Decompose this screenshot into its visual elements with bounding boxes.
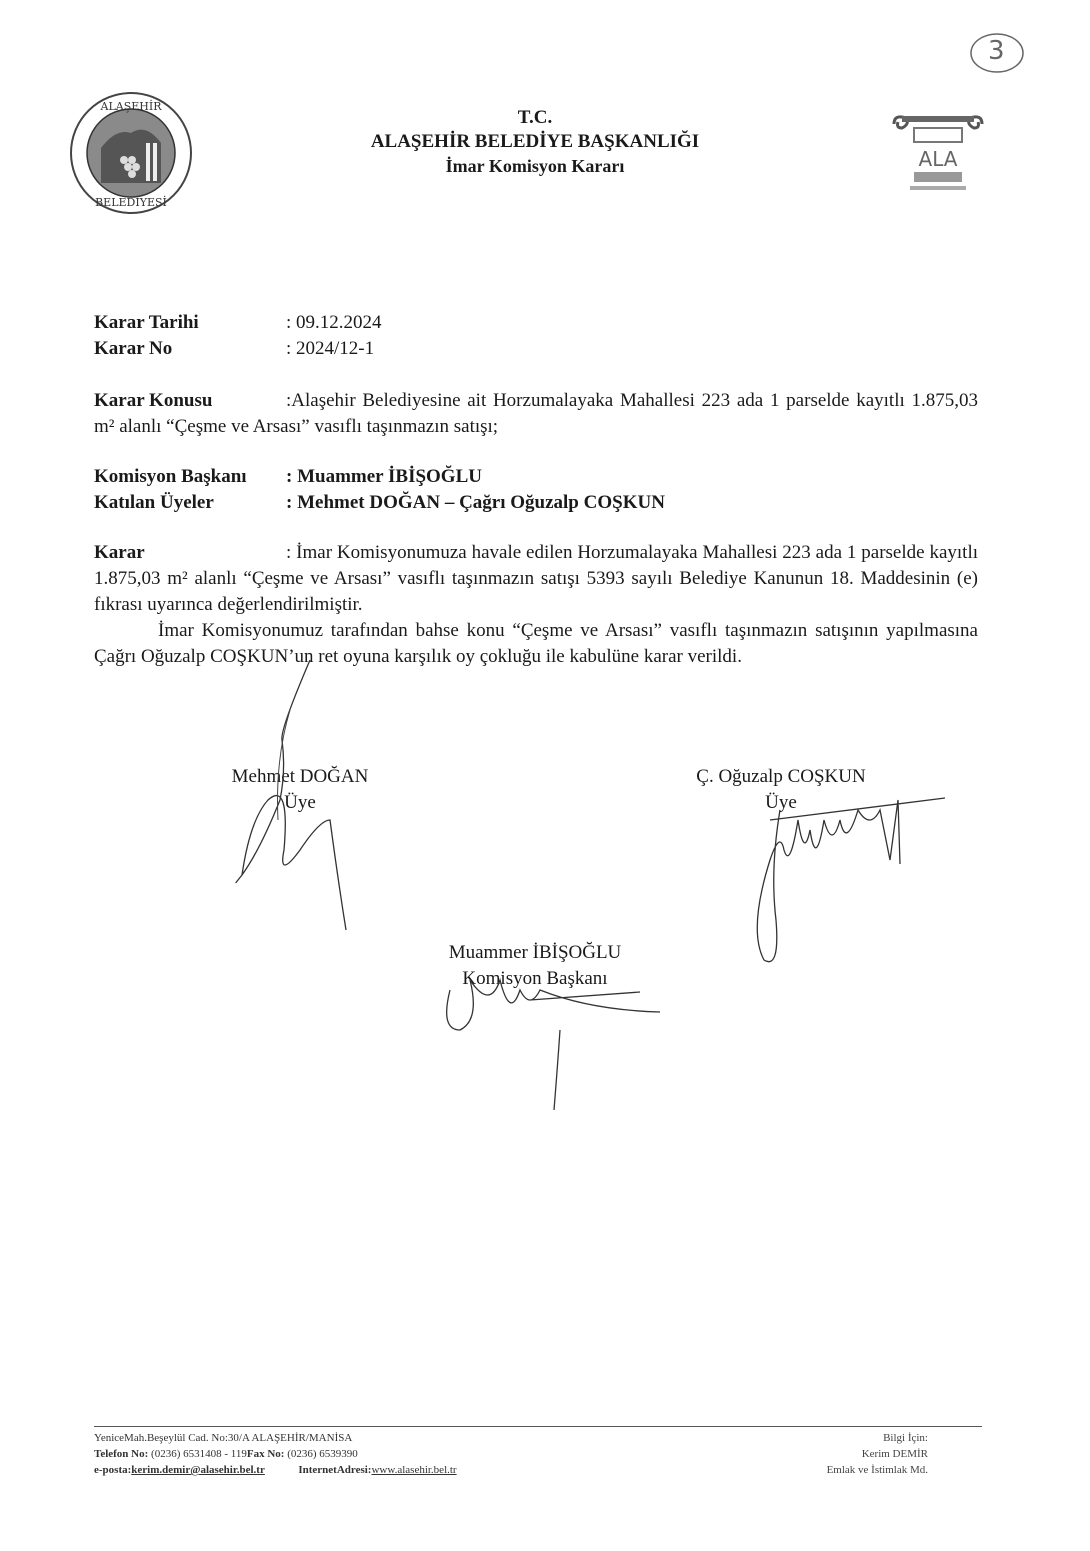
signature-right-name: Ç. Oğuzalp COŞKUN bbox=[696, 766, 866, 787]
decision-subject bbox=[94, 388, 978, 440]
commission-chair-value: : Muammer İBİŞOĞLU bbox=[286, 466, 482, 487]
attending-members-label: Katılan Üyeler bbox=[94, 492, 214, 513]
attending-members-row bbox=[94, 490, 794, 516]
svg-text:BELEDİYESİ: BELEDİYESİ bbox=[95, 196, 167, 209]
decision-date-row bbox=[94, 310, 594, 336]
decision-subject-text: :Alaşehir Belediyesine ait Horzumalayaka Mahallesi 223 ada 1 parselde kayıtlı 1.875,03 m² alanlı “Çeşme ve Arsası” vasıflı taşınmazın satışı; bbox=[94, 390, 978, 437]
header-tc: T.C. bbox=[517, 107, 553, 128]
handwritten-signature-left bbox=[220, 650, 360, 940]
header-institution: ALAŞEHİR BELEDİYE BAŞKANLIĞI bbox=[370, 131, 700, 152]
footer-fax-value: (0236) 6539390 bbox=[284, 1448, 358, 1460]
footer-address: YeniceMah.Beşeylül Cad. No:30/A ALAŞEHİR/MANİSA bbox=[94, 1432, 353, 1444]
signature-left-name: Mehmet DOĞAN bbox=[231, 766, 369, 787]
attending-members-value: : Mehmet DOĞAN – Çağrı Oğuzalp COŞKUN bbox=[286, 492, 665, 513]
footer-info bbox=[760, 1430, 928, 1478]
decision-text-1: : İmar Komisyonumuza havale edilen Horzumalayaka Mahallesi 223 ada 1 parselde kayıtlı 1.875,03 m² alanlı “Çeşme ve Arsası” vasıflı taşınmazın satışı 5393 sayılı Belediye Kanunun 18. Maddesinin (e) fıkrası uyarınca değerlendirilmiştir. bbox=[94, 542, 978, 615]
decision-number-label: Karar No bbox=[94, 338, 173, 359]
footer-contact bbox=[94, 1430, 694, 1478]
commission-chair-row bbox=[94, 464, 794, 490]
footer-phone-label: Telefon No: bbox=[94, 1448, 149, 1460]
footer-email-link[interactable]: kerim.demir@alasehir.bel.tr bbox=[131, 1464, 265, 1476]
signature-left-role: Üye bbox=[284, 792, 316, 813]
svg-text:ALA: ALA bbox=[918, 147, 958, 171]
decision-subject-label: Karar Konusu bbox=[94, 390, 213, 411]
decision-date-value: : 09.12.2024 bbox=[286, 312, 382, 333]
municipality-seal-logo bbox=[66, 88, 196, 218]
footer-web-label: InternetAdresi: bbox=[298, 1464, 372, 1476]
signature-right-role: Üye bbox=[765, 792, 797, 813]
decision-number-value: : 2024/12-1 bbox=[286, 338, 375, 359]
document-header bbox=[300, 106, 770, 178]
page-number-text: 3 bbox=[988, 36, 1005, 66]
footer-info-dept: Emlak ve İstimlak Md. bbox=[826, 1464, 928, 1476]
decision-paragraph bbox=[94, 540, 978, 618]
signature-center-role: Komisyon Başkanı bbox=[462, 968, 608, 989]
commission-chair-label: Komisyon Başkanı bbox=[94, 466, 247, 487]
footer-phone-value: (0236) 6531408 - 119 bbox=[148, 1448, 247, 1460]
footer-info-name: Kerim DEMİR bbox=[861, 1448, 928, 1460]
header-document-type: İmar Komisyon Kararı bbox=[445, 156, 625, 176]
footer-phone-fax bbox=[94, 1446, 694, 1462]
decision-date-label: Karar Tarihi bbox=[94, 312, 199, 333]
footer-email-web bbox=[94, 1462, 694, 1478]
footer-divider bbox=[94, 1426, 982, 1427]
footer-email-label: e-posta: bbox=[94, 1464, 132, 1476]
handwritten-signature-center bbox=[430, 940, 680, 1120]
signature-center-name: Muammer İBİŞOĞLU bbox=[448, 942, 622, 963]
decision-text-2: İmar Komisyonumuz tarafından bahse konu “Çeşme ve Arsası” vasıflı taşınmazın satışının yapılmasına Çağrı Oğuzalp COŞKUN’un ret oyuna karşılık oy çokluğu ile kabulüne karar verildi. bbox=[94, 620, 978, 667]
svg-text:ALAŞEHİR: ALAŞEHİR bbox=[100, 100, 162, 113]
decision-number-row bbox=[94, 336, 594, 362]
ala-column-logo bbox=[888, 110, 988, 196]
footer-info-label: Bilgi İçin: bbox=[883, 1432, 928, 1444]
footer-web-link[interactable]: www.alasehir.bel.tr bbox=[371, 1464, 457, 1476]
decision-label: Karar bbox=[94, 542, 145, 563]
handwritten-signature-right bbox=[740, 780, 960, 970]
footer-fax-label: Fax No: bbox=[246, 1448, 285, 1460]
page-number bbox=[968, 30, 1026, 76]
